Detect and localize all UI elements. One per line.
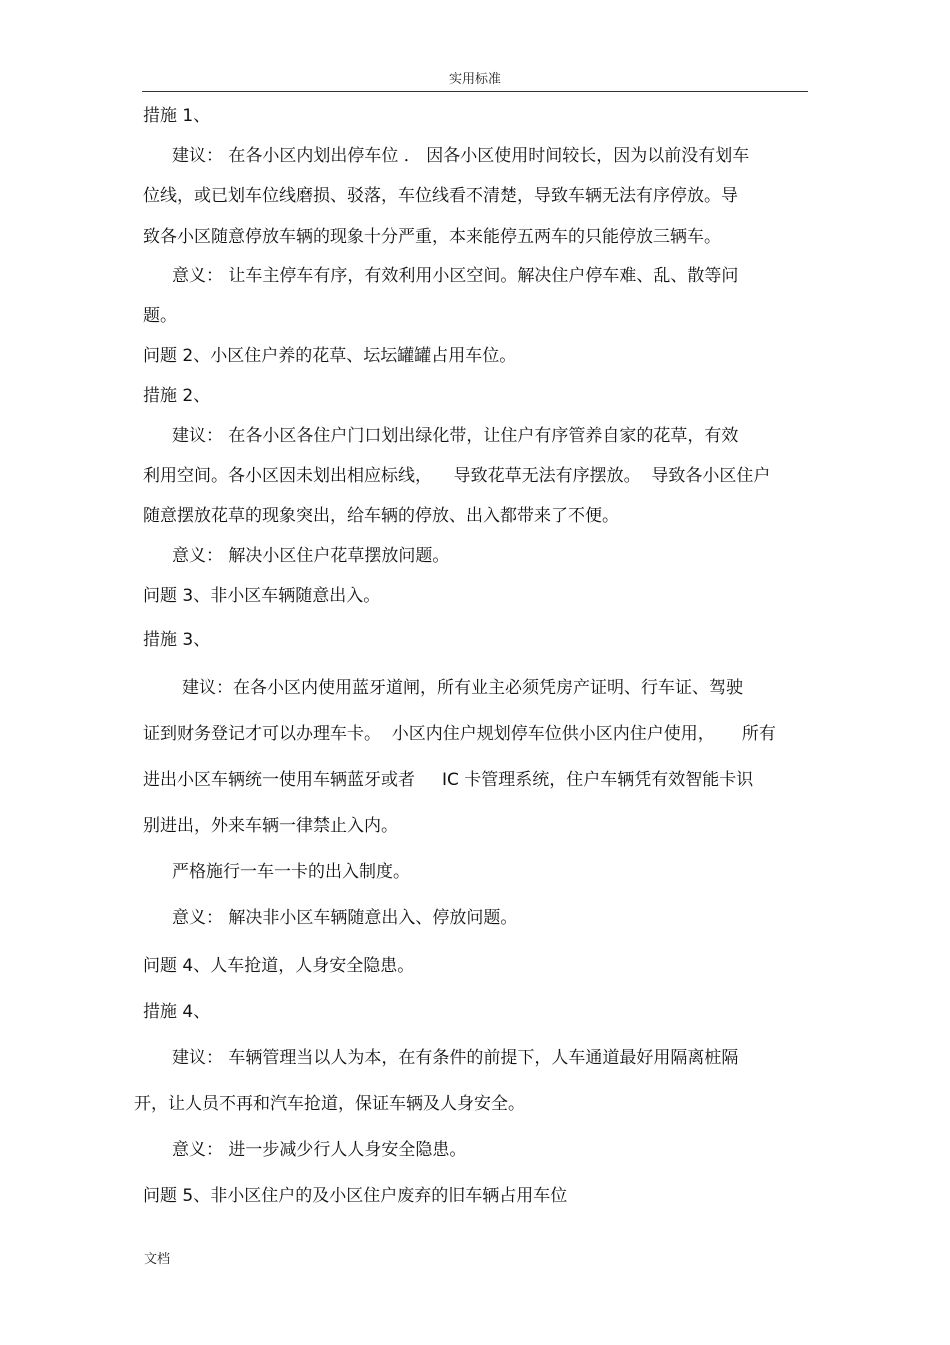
text-line: 建议： 车辆管理当以人为本，在有条件的前提下，人车通道最好用隔离桩隔 — [172, 1048, 739, 1068]
text-line: 开，让人员不再和汽车抢道，保证车辆及人身安全。 — [134, 1094, 525, 1114]
text-line: 问题 3、非小区车辆随意出入。 — [143, 586, 381, 606]
text-line: 建议： 在各小区内划出停车位 ． 因各小区使用时间较长，因为以前没有划车 — [172, 146, 750, 166]
text-line: 致各小区随意停放车辆的现象十分严重，本来能停五两车的只能停放三辆车。 — [143, 227, 721, 247]
text-line: 问题 4、人车抢道，人身安全隐患。 — [143, 956, 415, 976]
text-line: 建议：在各小区内使用蓝牙道闸，所有业主必须凭房产证明、行车证、驾驶 — [182, 678, 743, 698]
text-line: 意义： 解决非小区车辆随意出入、停放问题。 — [172, 908, 518, 928]
text-line: 措施 2、 — [143, 386, 211, 406]
text-line: 随意摆放花草的现象突出，给车辆的停放、出入都带来了不便。 — [143, 506, 619, 526]
header-divider — [142, 91, 808, 92]
page-header-title: 实用标准 — [448, 72, 501, 87]
page-footer-label: 文档 — [144, 1252, 171, 1267]
text-line: 问题 2、小区住户养的花草、坛坛罐罐占用车位。 — [143, 346, 517, 366]
text-line: 进出小区车辆统一使用车辆蓝牙或者 IC 卡管理系统，住户车辆凭有效智能卡识 — [143, 770, 754, 790]
text-line: 严格施行一车一卡的出入制度。 — [172, 862, 410, 882]
text-line: 措施 3、 — [143, 630, 211, 650]
text-line: 意义： 解决小区住户花草摆放问题。 — [172, 546, 450, 566]
text-line: 利用空间。各小区因未划出相应标线， 导致花草无法有序摆放。 导致各小区住户 — [143, 466, 771, 486]
text-line: 意义： 让车主停车有序，有效利用小区空间。解决住户停车难、乱、散等问 — [172, 266, 739, 286]
text-line: 证到财务登记才可以办理车卡。 小区内住户规划停车位供小区内住户使用， 所有 — [143, 724, 776, 744]
text-line: 位线，或已划车位线磨损、驳落，车位线看不清楚，导致车辆无法有序停放。导 — [143, 186, 738, 206]
text-line: 措施 1、 — [143, 106, 211, 126]
text-line: 题。 — [143, 306, 177, 326]
text-line: 措施 4、 — [143, 1002, 211, 1022]
text-line: 建议： 在各小区各住户门口划出绿化带，让住户有序管养自家的花草，有效 — [172, 426, 739, 446]
text-line: 意义： 进一步减少行人人身安全隐患。 — [172, 1140, 467, 1160]
text-line: 别进出，外来车辆一律禁止入内。 — [143, 816, 398, 836]
text-line: 问题 5、非小区住户的及小区住户废弃的旧车辆占用车位 — [143, 1186, 568, 1206]
